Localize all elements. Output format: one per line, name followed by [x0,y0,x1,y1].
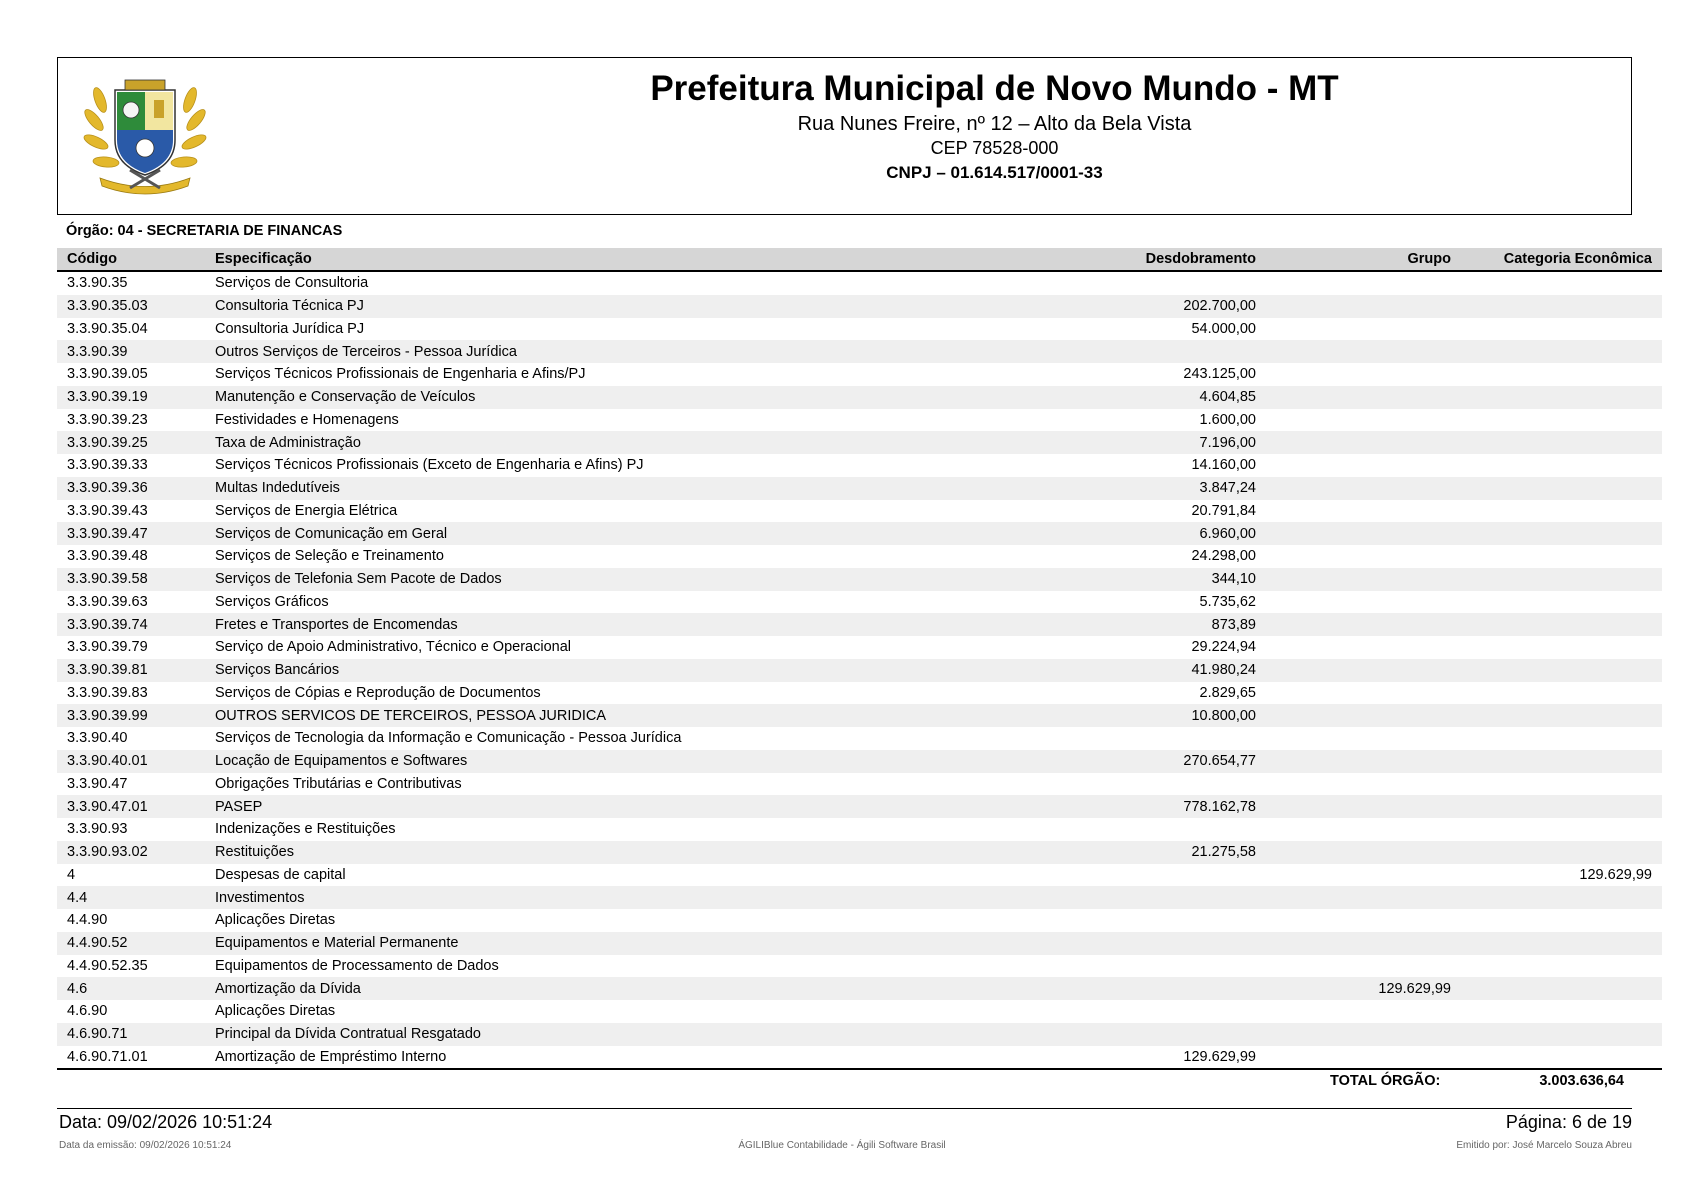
cell-categoria [1461,568,1662,591]
cell-codigo: 3.3.90.39.63 [67,593,148,610]
cell-codigo: 3.3.90.35 [67,275,128,292]
col-header-categoria: Categoria Econômica [1461,248,1662,271]
table-row [57,1000,1662,1023]
cell-especificacao: Principal da Dívida Contratual Resgatado [205,1023,1068,1046]
table-row [57,454,1662,477]
cell-especificacao: Locação de Equipamentos e Softwares [205,750,1068,773]
cell-grupo [1266,295,1461,318]
table-row [57,295,1662,318]
cell-categoria [1461,659,1662,682]
cell-grupo [1266,386,1461,409]
footer-issuer: Emitido por: José Marcelo Souza Abreu [1456,1140,1632,1151]
cell-codigo: 4.4.90 [67,912,108,929]
cell-desdobramento [1068,864,1266,887]
cell-especificacao: Amortização da Dívida [205,977,1068,1000]
cell-especificacao: Restituições [205,841,1068,864]
cell-grupo [1266,773,1461,796]
cell-categoria [1461,795,1662,818]
table-row [57,477,1662,500]
cell-especificacao: Serviços Gráficos [215,593,329,610]
cell-especificacao: Obrigações Tributárias e Contributivas [215,775,462,792]
cell-desdobramento [1068,271,1266,295]
cell-categoria [1461,1046,1662,1070]
table-row [57,932,1662,955]
cell-categoria [1461,682,1662,705]
cell-grupo [1266,727,1461,750]
table-row [57,1046,1662,1070]
cell-categoria [1461,363,1662,386]
cell-codigo: 4.6.90.71 [57,1023,205,1046]
cell-categoria [1461,1023,1662,1046]
cell-categoria [1461,477,1662,500]
cell-categoria [1461,886,1662,909]
cell-codigo: 3.3.90.47 [67,775,128,792]
cell-categoria [1461,727,1662,750]
expense-table [57,248,1662,1070]
cell-categoria [1461,1000,1662,1023]
cell-grupo [1266,659,1461,682]
cell-especificacao: Indenizações e Restituições [215,821,396,838]
table-row [57,318,1662,341]
cell-codigo: 3.3.90.39.43 [67,502,148,519]
cell-desdobramento: 14.160,00 [1191,457,1256,474]
cell-desdobramento: 20.791,84 [1191,502,1256,519]
cell-categoria [1461,409,1662,432]
cell-categoria [1461,841,1662,864]
table-row [57,363,1662,386]
cell-codigo: 3.3.90.39.25 [57,431,205,454]
cell-desdobramento: 344,10 [1068,568,1266,591]
cell-grupo [1266,636,1461,659]
table-header-row [57,248,1662,271]
cell-desdobramento [1068,340,1266,363]
cell-codigo: 3.3.90.39.83 [67,684,148,701]
cell-codigo: 3.3.90.35.03 [57,295,205,318]
cell-desdobramento: 778.162,78 [1068,795,1266,818]
cell-desdobramento: 21.275,58 [1068,841,1266,864]
cell-desdobramento: 2.829,65 [1199,684,1256,701]
cell-codigo: 3.3.90.93.02 [57,841,205,864]
footer-page-number: Página: 6 de 19 [1505,1112,1632,1132]
cell-especificacao: Festividades e Homenagens [215,411,399,428]
table-row [57,682,1662,705]
cell-categoria [1461,932,1662,955]
cell-desdobramento: 7.196,00 [1068,431,1266,454]
cell-categoria [1461,704,1662,727]
cell-especificacao: Outros Serviços de Terceiros - Pessoa Jurídica [205,340,1068,363]
footer-emission-date: Data da emissão: 09/02/2026 10:51:24 [59,1140,232,1151]
table-row [57,500,1662,523]
cell-grupo [1266,431,1461,454]
cell-desdobramento [1068,818,1266,841]
cell-grupo [1266,795,1461,818]
cell-categoria [1461,340,1662,363]
table-row [57,568,1662,591]
cell-categoria [1461,522,1662,545]
cell-codigo: 4.6 [57,977,205,1000]
cell-desdobramento: 243.125,00 [1183,366,1256,383]
table-row [57,545,1662,568]
cell-codigo: 4.6.90.71.01 [57,1046,205,1070]
col-header-codigo: Código [57,248,205,271]
table-row [57,727,1662,750]
cell-categoria [1461,955,1662,978]
cell-especificacao: Consultoria Técnica PJ [205,295,1068,318]
cell-especificacao: Despesas de capital [215,866,346,883]
cell-categoria [1461,386,1662,409]
cell-grupo [1266,1046,1461,1070]
cell-grupo [1266,1023,1461,1046]
cell-categoria [1461,271,1662,295]
table-row [57,409,1662,432]
cell-desdobramento [1068,773,1266,796]
cell-categoria [1461,773,1662,796]
cell-desdobramento: 4.604,85 [1068,386,1266,409]
cell-codigo: 3.3.90.47.01 [57,795,205,818]
cell-categoria [1461,750,1662,773]
table-row [57,340,1662,363]
table-row [57,955,1662,978]
cell-grupo [1266,886,1461,909]
table-row [57,591,1662,614]
cell-grupo [1266,909,1461,932]
col-header-desdobramento: Desdobramento [1068,248,1266,271]
cell-especificacao: Serviços de Telefonia Sem Pacote de Dados [205,568,1068,591]
cell-grupo [1266,841,1461,864]
cell-grupo [1266,682,1461,705]
cell-grupo [1266,955,1461,978]
cell-grupo [1266,318,1461,341]
table-row [57,613,1662,636]
cell-grupo [1266,271,1461,295]
cell-grupo [1266,522,1461,545]
cell-categoria [1461,977,1662,1000]
cell-categoria [1461,636,1662,659]
footer-software: ÁGILIBlue Contabilidade - Ágili Software Brasil [738,1140,946,1151]
cell-grupo [1266,477,1461,500]
table-row [57,431,1662,454]
cell-codigo: 3.3.90.93 [67,821,128,838]
cell-desdobramento: 873,89 [1068,613,1266,636]
footer-date: Data: 09/02/2026 10:51:24 [59,1112,273,1132]
cell-categoria: 129.629,99 [1579,866,1652,883]
cell-codigo: 4 [67,866,76,883]
cell-especificacao: Serviços Técnicos Profissionais de Engenharia e Afins/PJ [215,366,586,383]
cep: CEP 78528-000 [930,138,1059,158]
total-label: TOTAL ÓRGÃO: [1330,1073,1441,1089]
cell-desdobramento [1068,886,1266,909]
table-row [57,818,1662,841]
cell-especificacao: Multas Indedutíveis [205,477,1068,500]
table-row [57,977,1662,1000]
cell-especificacao: Serviço de Apoio Administrativo, Técnico e Operacional [215,639,571,656]
report-header [57,57,1632,215]
cell-desdobramento [1068,955,1266,978]
cell-codigo: 3.3.90.39.58 [57,568,205,591]
cell-especificacao: Aplicações Diretas [215,912,336,929]
cell-codigo: 4.6.90 [67,1003,108,1020]
table-row [57,522,1662,545]
cell-grupo [1266,613,1461,636]
cell-desdobramento: 3.847,24 [1068,477,1266,500]
cell-desdobramento [1068,932,1266,955]
cell-desdobramento: 202.700,00 [1068,295,1266,318]
table-row [57,841,1662,864]
cell-desdobramento: 1.600,00 [1199,411,1256,428]
table-row [57,773,1662,796]
cell-desdobramento [1068,909,1266,932]
cell-categoria [1461,431,1662,454]
cell-especificacao: Serviços de Comunicação em Geral [205,522,1068,545]
cell-grupo [1266,363,1461,386]
cell-grupo [1266,818,1461,841]
cell-categoria [1461,295,1662,318]
cell-categoria [1461,909,1662,932]
cell-codigo: 4.4.90.52 [57,932,205,955]
cell-grupo [1266,545,1461,568]
cell-grupo: 129.629,99 [1266,977,1461,1000]
cell-grupo [1266,409,1461,432]
cell-especificacao: Serviços de Cópias e Reprodução de Documentos [215,684,541,701]
cell-especificacao: Serviços de Tecnologia da Informação e Comunicação - Pessoa Jurídica [215,730,682,747]
cell-especificacao: Manutenção e Conservação de Veículos [205,386,1068,409]
cell-especificacao: Equipamentos de Processamento de Dados [215,957,499,974]
cell-especificacao: Serviços de Consultoria [215,275,369,292]
cell-desdobramento: 41.980,24 [1068,659,1266,682]
cell-codigo: 3.3.90.40.01 [57,750,205,773]
cell-codigo: 3.3.90.39.47 [57,522,205,545]
cell-desdobramento: 10.800,00 [1068,704,1266,727]
cell-codigo: 3.3.90.40 [67,730,128,747]
cell-desdobramento: 129.629,99 [1068,1046,1266,1070]
table-row [57,704,1662,727]
cell-codigo: 3.3.90.39.79 [67,639,148,656]
table-row [57,795,1662,818]
cell-codigo: 3.3.90.39.23 [67,411,148,428]
cell-categoria [1461,500,1662,523]
col-header-especificacao: Especificação [205,248,1068,271]
expense-table-wrap [57,248,1652,1070]
cell-categoria [1461,454,1662,477]
cell-codigo: 3.3.90.39.36 [57,477,205,500]
table-row [57,1023,1662,1046]
cell-especificacao: Fretes e Transportes de Encomendas [205,613,1068,636]
table-row [57,636,1662,659]
table-row [57,909,1662,932]
cell-codigo: 4.4 [57,886,205,909]
cell-especificacao: Serviços de Energia Elétrica [215,502,398,519]
cell-codigo: 3.3.90.35.04 [67,320,148,337]
table-row [57,886,1662,909]
table-body [57,271,1662,1069]
title-block [358,66,1631,186]
cell-categoria [1461,591,1662,614]
cell-especificacao: Investimentos [205,886,1068,909]
cell-grupo [1266,500,1461,523]
cell-desdobramento: 24.298,00 [1191,548,1256,565]
coat-of-arms-logo [70,70,220,208]
cell-codigo: 3.3.90.39.99 [57,704,205,727]
table-row [57,659,1662,682]
cell-especificacao: Taxa de Administração [205,431,1068,454]
cell-especificacao: PASEP [205,795,1068,818]
cell-grupo [1266,704,1461,727]
cell-codigo: 3.3.90.39.48 [67,548,148,565]
cell-desdobramento [1068,1023,1266,1046]
cell-especificacao: Serviços Técnicos Profissionais (Exceto de Engenharia e Afins) PJ [215,457,644,474]
cell-categoria [1461,318,1662,341]
cell-categoria [1461,545,1662,568]
cell-desdobramento: 6.960,00 [1068,522,1266,545]
cell-codigo: 3.3.90.39.81 [57,659,205,682]
cell-codigo: 3.3.90.39.74 [57,613,205,636]
cell-codigo: 3.3.90.39.19 [57,386,205,409]
cell-grupo [1266,568,1461,591]
footer-divider [57,1108,1632,1109]
table-row [57,750,1662,773]
page-title: Prefeitura Municipal de Novo Mundo - MT [650,69,1339,108]
cell-codigo: 4.4.90.52.35 [67,957,148,974]
table-row [57,386,1662,409]
cell-codigo: 3.3.90.39.33 [67,457,148,474]
cell-especificacao: OUTROS SERVICOS DE TERCEIROS, PESSOA JURIDICA [205,704,1068,727]
col-header-grupo: Grupo [1266,248,1461,271]
cell-codigo: 3.3.90.39 [57,340,205,363]
cell-desdobramento [1068,977,1266,1000]
cell-grupo [1266,591,1461,614]
cell-desdobramento [1068,727,1266,750]
cell-desdobramento [1068,1000,1266,1023]
cell-categoria [1461,818,1662,841]
cell-especificacao: Aplicações Diretas [215,1003,336,1020]
address: Rua Nunes Freire, nº 12 – Alto da Bela Vista [797,113,1192,135]
table-row [57,271,1662,295]
cell-desdobramento: 5.735,62 [1199,593,1256,610]
cell-desdobramento: 270.654,77 [1068,750,1266,773]
cell-desdobramento: 54.000,00 [1191,320,1256,337]
cell-grupo [1266,340,1461,363]
cell-grupo [1266,932,1461,955]
cell-codigo: 3.3.90.39.05 [67,366,148,383]
cell-categoria [1461,613,1662,636]
cell-especificacao: Serviços Bancários [205,659,1068,682]
table-row [57,864,1662,887]
cell-desdobramento: 29.224,94 [1191,639,1256,656]
total-value: 3.003.636,64 [1539,1073,1624,1089]
cell-especificacao: Amortização de Empréstimo Interno [205,1046,1068,1070]
cell-grupo [1266,454,1461,477]
cell-grupo [1266,1000,1461,1023]
cnpj: CNPJ – 01.614.517/0001-33 [886,163,1103,182]
orgao-label: Órgão: 04 - SECRETARIA DE FINANCAS [66,223,343,239]
cell-especificacao: Consultoria Jurídica PJ [215,320,365,337]
cell-especificacao: Serviços de Seleção e Treinamento [215,548,444,565]
cell-grupo [1266,864,1461,887]
cell-grupo [1266,750,1461,773]
cell-especificacao: Equipamentos e Material Permanente [205,932,1068,955]
